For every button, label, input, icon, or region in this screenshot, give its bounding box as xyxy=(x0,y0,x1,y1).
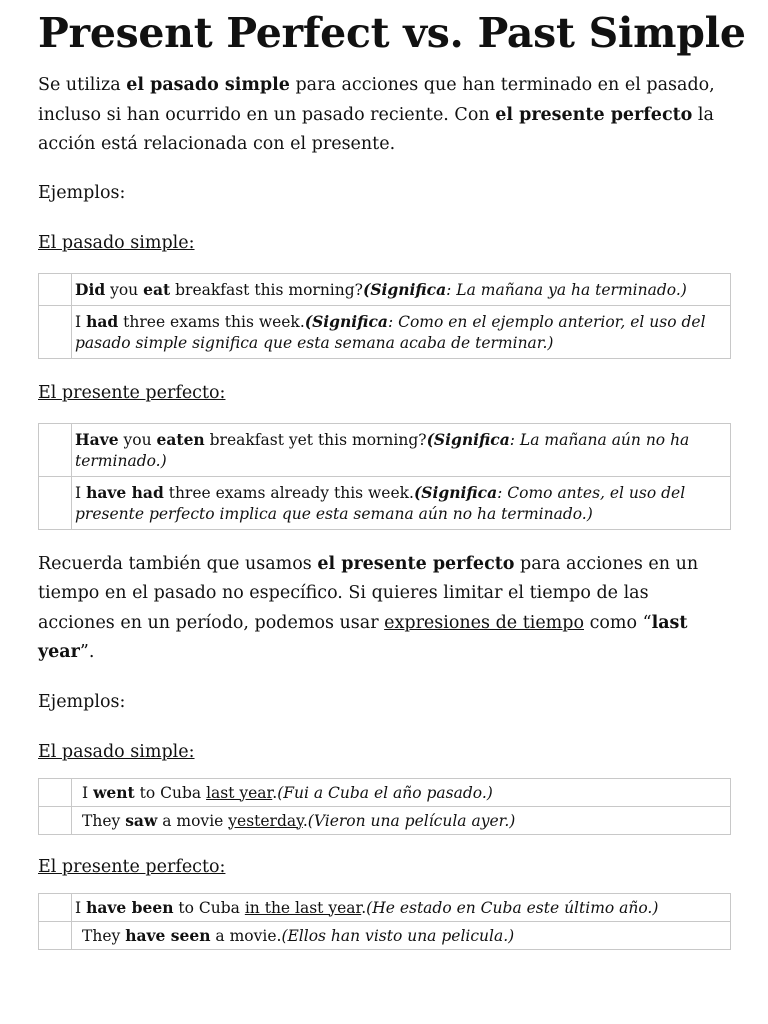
example-cell xyxy=(72,273,731,305)
bold-text: had xyxy=(86,311,119,331)
table-row xyxy=(39,273,731,305)
section-label-present-perfect: El presente perfecto: xyxy=(38,382,226,403)
bold-italic-text: (Significa xyxy=(304,311,388,331)
example-cell xyxy=(72,476,731,529)
example-cell xyxy=(72,778,731,806)
text: to Cuba xyxy=(134,783,207,802)
row-gutter xyxy=(39,778,72,806)
row-gutter xyxy=(39,273,72,305)
bold-text: eaten xyxy=(156,429,205,449)
examples-table-perfect-1 xyxy=(38,423,731,530)
text: I xyxy=(75,312,87,331)
text: Se utiliza xyxy=(38,75,127,95)
text: para acciones que han terminado en el pasado, incluso si han ocurrido en un pasado reciente. Con xyxy=(38,75,715,125)
bold-text: have seen xyxy=(125,925,211,945)
text: la acción está relacionada con el presente. xyxy=(38,104,714,154)
bold-text: el presente perfecto xyxy=(495,104,693,125)
text: . xyxy=(361,898,367,917)
intro-paragraph xyxy=(38,71,730,160)
text: breakfast yet this morning? xyxy=(204,430,427,449)
text: a movie. xyxy=(210,926,282,945)
underlined-text: last year xyxy=(206,783,273,802)
text: como “ xyxy=(584,612,652,633)
italic-text: : La mañana ya ha terminado.) xyxy=(446,280,687,299)
text: Recuerda también que usamos xyxy=(38,553,318,574)
example-cell xyxy=(72,423,731,476)
row-gutter xyxy=(39,423,72,476)
table-row xyxy=(39,778,731,806)
section-label-past-simple: El pasado simple: xyxy=(38,741,195,762)
table-row xyxy=(39,921,731,949)
row-gutter xyxy=(39,305,72,358)
page-title: Present Perfect vs. Past Simple xyxy=(38,9,746,57)
bold-text: last year xyxy=(38,612,688,662)
bold-text: eat xyxy=(143,279,171,299)
text: . xyxy=(302,811,308,830)
bold-text: el presente perfecto xyxy=(317,553,515,574)
bold-italic-text: (Significa xyxy=(413,482,498,502)
row-gutter xyxy=(39,921,72,949)
text: They xyxy=(82,811,126,830)
bold-text: have had xyxy=(86,482,164,502)
table-row xyxy=(39,893,731,921)
text: to Cuba xyxy=(173,898,245,917)
italic-text: (Ellos han visto una pelicula.) xyxy=(281,926,515,945)
examples-table-past-1 xyxy=(38,273,731,359)
table-row xyxy=(39,305,731,358)
bold-text: Have xyxy=(75,429,119,449)
text: you xyxy=(118,430,157,449)
text: para acciones en un tiempo en el pasado no específico. Si quieres limitar el tiempo de las acciones en un período, podemos usar xyxy=(38,553,699,633)
text: three exams already this week. xyxy=(163,483,414,502)
text: a movie xyxy=(157,811,229,830)
italic-text: (Fui a Cuba el año pasado.) xyxy=(277,783,493,802)
italic-text: (Vieron una película ayer.) xyxy=(307,811,516,830)
table-row xyxy=(39,806,731,834)
bold-text: el pasado simple xyxy=(126,75,290,95)
example-cell xyxy=(72,305,731,358)
bold-text: have been xyxy=(86,897,174,917)
example-cell xyxy=(72,806,731,834)
example-cell xyxy=(72,921,731,949)
examples-heading: Ejemplos: xyxy=(38,691,126,712)
bold-text: went xyxy=(93,782,135,802)
italic-text: : Como antes, el uso del presente perfecto implica que esta semana aún no ha terminado.) xyxy=(75,483,686,523)
bold-text: saw xyxy=(125,810,158,830)
text: I xyxy=(75,483,87,502)
examples-table-past-2 xyxy=(38,778,731,835)
bold-italic-text: (Significa xyxy=(362,279,447,299)
text: breakfast this morning? xyxy=(170,280,363,299)
examples-table-perfect-2 xyxy=(38,893,731,950)
bold-text: Did xyxy=(75,279,106,299)
recuerda-paragraph xyxy=(38,550,730,668)
text: They xyxy=(82,926,126,945)
examples-heading: Ejemplos: xyxy=(38,182,126,203)
section-label-present-perfect: El presente perfecto: xyxy=(38,856,226,877)
underlined-text: in the last year xyxy=(244,898,362,917)
row-gutter xyxy=(39,893,72,921)
italic-text: : Como en el ejemplo anterior, el uso del pasado simple significa que esta semana acaba de terminar.) xyxy=(75,312,706,352)
underlined-text: yesterday xyxy=(228,811,303,830)
table-row xyxy=(39,476,731,529)
table-row xyxy=(39,423,731,476)
italic-text: (He estado en Cuba este último año.) xyxy=(366,898,659,917)
text: you xyxy=(105,280,144,299)
bold-italic-text: (Significa xyxy=(426,429,510,449)
underlined-text: expresiones de tiempo xyxy=(384,612,585,633)
row-gutter xyxy=(39,476,72,529)
text: ”. xyxy=(79,642,95,662)
section-label-past-simple: El pasado simple: xyxy=(38,232,195,253)
text: three exams this week. xyxy=(118,312,305,331)
row-gutter xyxy=(39,806,72,834)
text: . xyxy=(272,783,278,802)
text: I xyxy=(82,783,94,802)
italic-text: : La mañana aún no ha terminado.) xyxy=(75,430,690,470)
text: I xyxy=(75,898,87,917)
example-cell xyxy=(72,893,731,921)
